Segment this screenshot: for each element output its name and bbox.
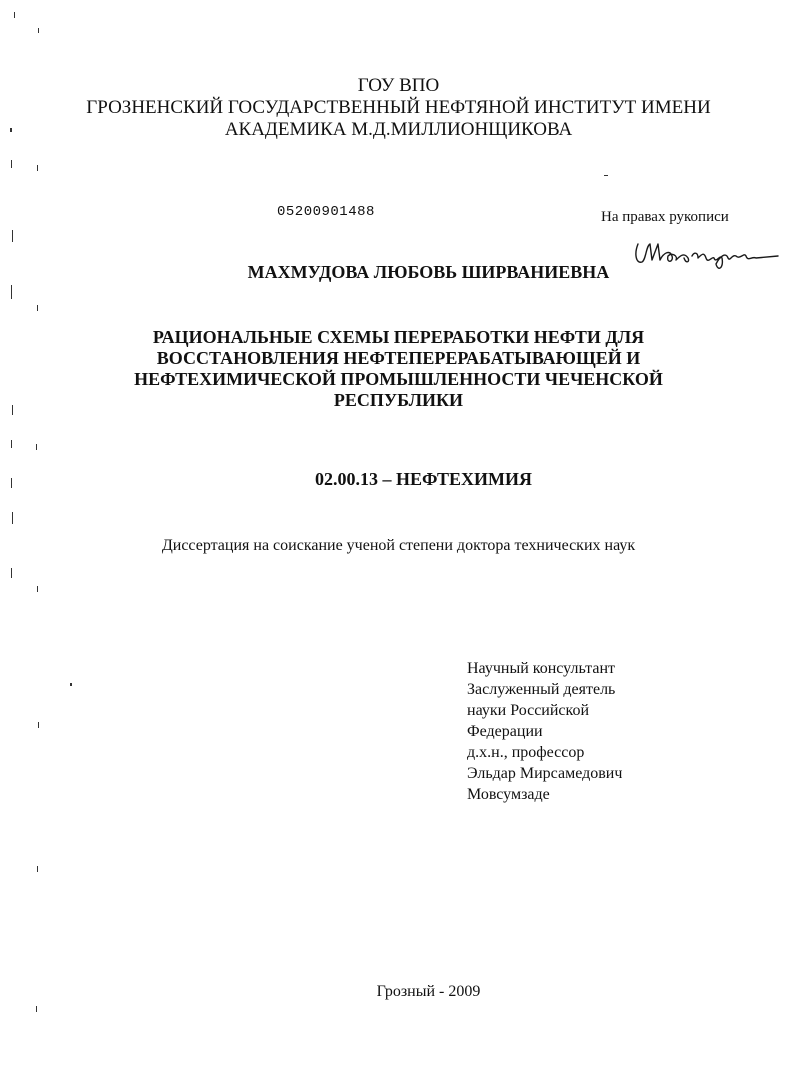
consultant-line: Федерации [467,723,543,740]
manuscript-rights-note: На правах рукописи [601,209,729,225]
institution-line: АКАДЕМИКА М.Д.МИЛЛИОНЩИКОВА [224,119,573,140]
scan-speck [11,285,12,299]
title-line: ВОССТАНОВЛЕНИЯ НЕФТЕПЕРЕРАБАТЫВАЮЩЕЙ И [156,348,641,368]
scan-speck [37,305,38,311]
scan-speck [38,722,39,728]
author-name: МАХМУДОВА ЛЮБОВЬ ШИРВАНИЕВНА [247,262,610,282]
scientific-consultant [467,658,622,805]
scan-speck [11,160,12,168]
scan-speck [37,586,38,592]
dissertation-title [0,327,797,411]
scan-speck [36,1006,37,1012]
consultant-line: науки Российской [467,702,590,719]
title-line: РЕСПУБЛИКИ [333,390,464,410]
scan-speck [38,28,39,33]
institution-line: ГРОЗНЕНСКИЙ ГОСУДАРСТВЕННЫЙ НЕФТЯНОЙ ИНСТИТУТ ИМЕНИ [86,97,711,118]
title-line: РАЦИОНАЛЬНЫЕ СХЕМЫ ПЕРЕРАБОТКИ НЕФТИ ДЛЯ [152,327,645,347]
institution-line: ГОУ ВПО [357,75,440,96]
scan-speck [37,165,38,171]
scan-speck [604,175,608,176]
scan-speck [12,230,13,242]
scan-speck [11,478,12,488]
scan-speck [11,440,12,448]
speciality-code: 02.00.13 – НЕФТЕХИМИЯ [314,469,533,489]
city-and-year: Грозный - 2009 [376,983,481,1000]
degree-statement: Диссертация на соискание ученой степени доктора технических наук [161,537,636,554]
consultant-line: д.х.н., профессор [467,744,585,761]
scan-speck [12,405,13,415]
scan-speck [36,444,37,450]
consultant-line: Научный консультант [467,660,615,677]
scan-speck [14,12,15,18]
title-line: НЕФТЕХИМИЧЕСКОЙ ПРОМЫШЛЕННОСТИ ЧЕЧЕНСКОЙ [134,369,663,389]
archive-code: 05200901488 [277,204,375,220]
consultant-line: Мовсумзаде [467,786,550,803]
consultant-line: Заслуженный деятель [467,681,616,698]
scan-speck [10,128,12,132]
scan-speck [11,568,12,578]
consultant-line: Эльдар Мирсамедович [467,765,623,782]
institution-header [0,75,797,141]
scan-speck [37,866,38,872]
scan-speck [70,683,72,686]
scan-speck [12,512,13,524]
